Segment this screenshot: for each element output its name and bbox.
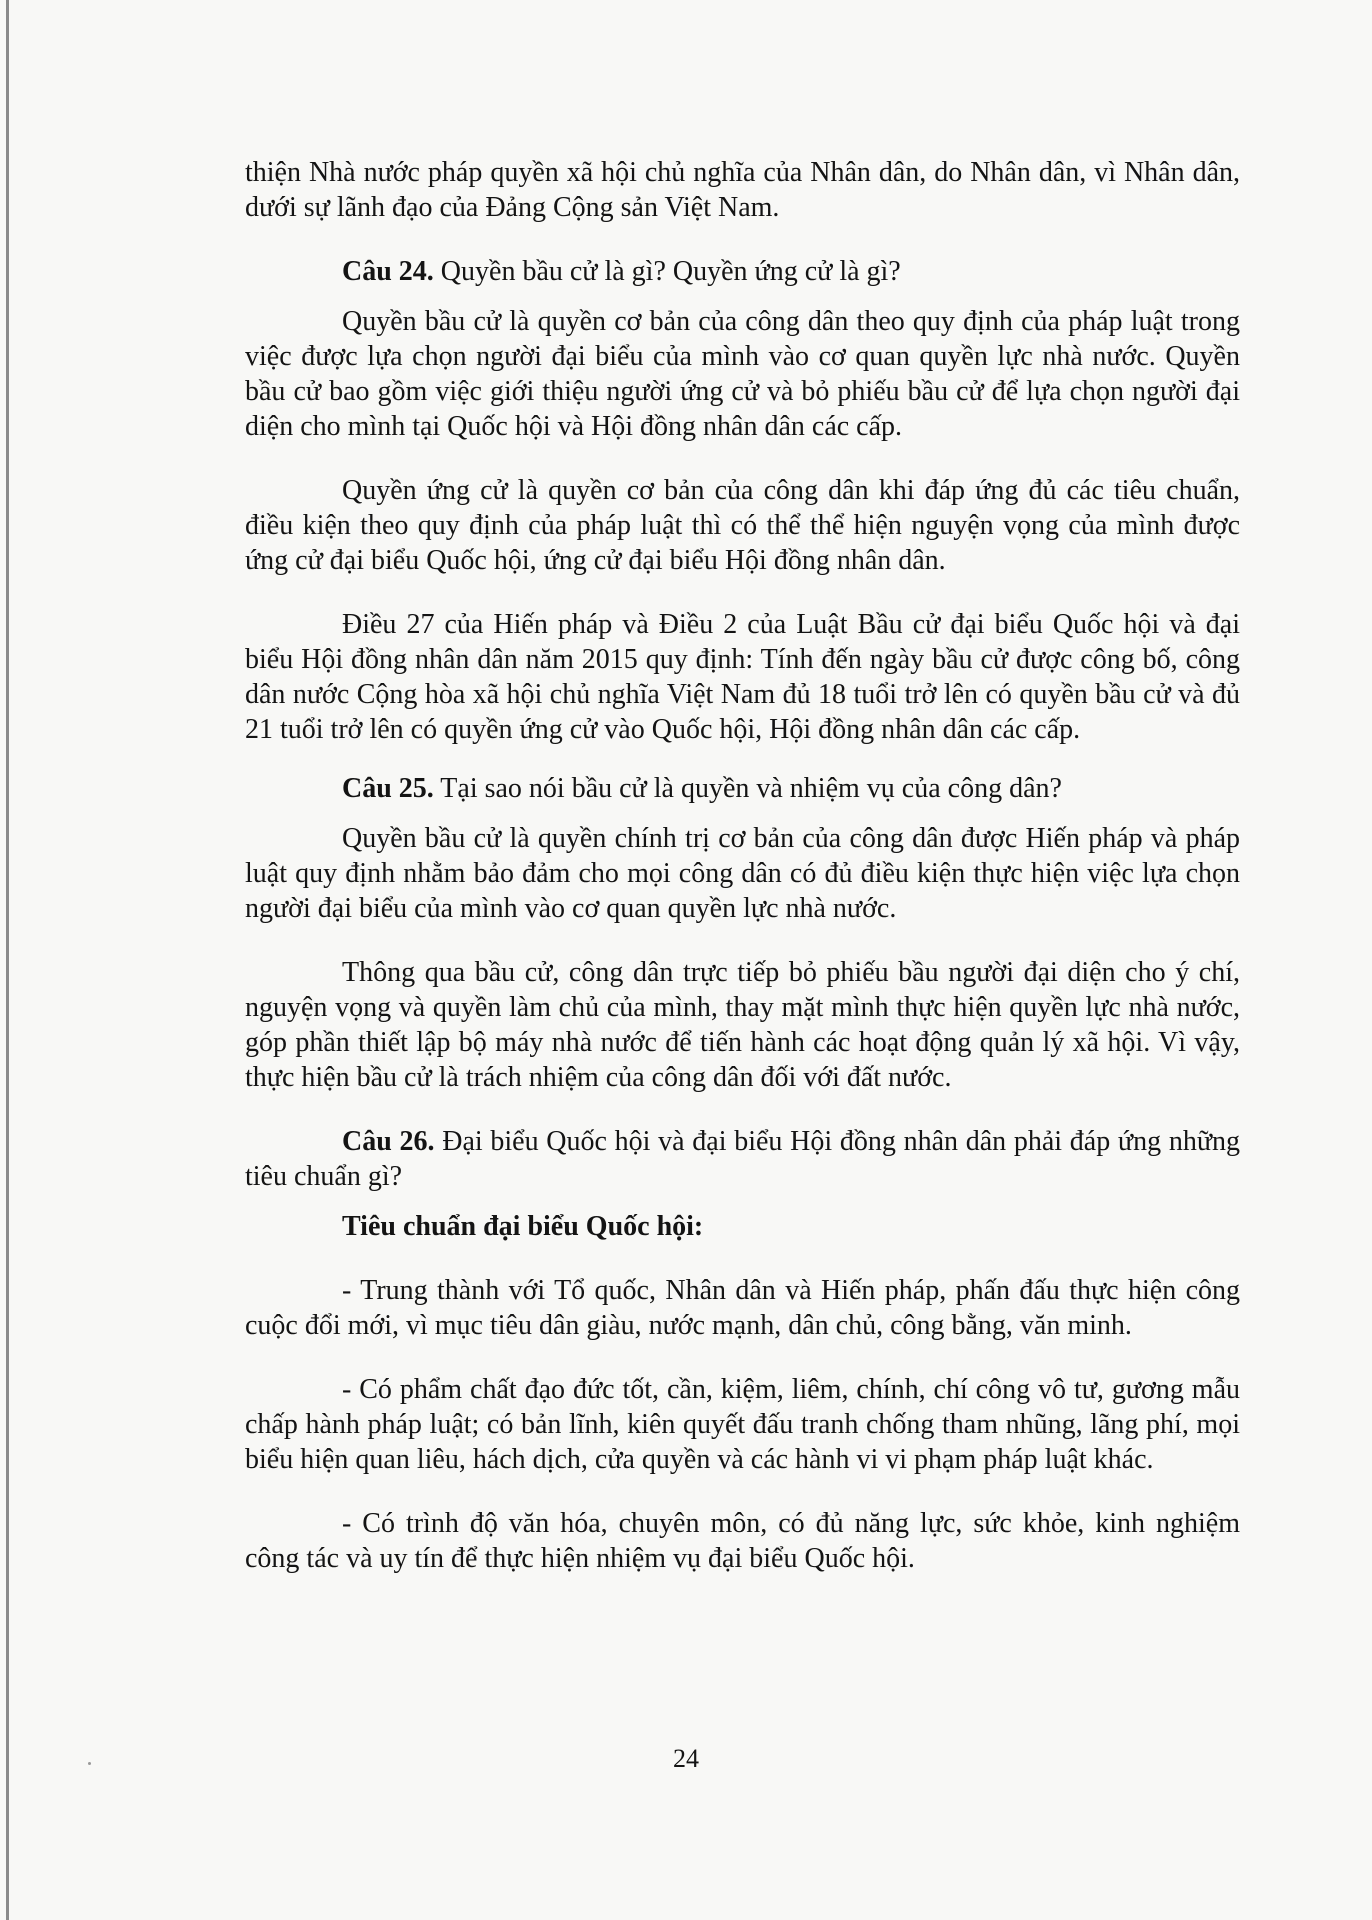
scan-edge-line xyxy=(6,0,9,1920)
question-25-text: Tại sao nói bầu cử là quyền và nhiệm vụ của công dân? xyxy=(433,773,1062,804)
question-25 xyxy=(245,771,1240,806)
question-24-paragraph-3: Điều 27 của Hiến pháp và Điều 2 của Luật Bầu cử đại biểu Quốc hội và đại biểu Hội đồng nhân dân năm 2015 quy định: Tính đến ngày bầu cử được công bố, công dân nước Cộng hòa xã hội chủ nghĩa Việt Nam đủ 18 tuổi trở lên có quyền bầu cử và đủ 21 tuổi trở lên có quyền ứng cử vào Quốc hội, Hội đồng nhân dân các cấp. xyxy=(245,609,1240,745)
question-24 xyxy=(245,254,1240,289)
question-24-paragraph-2: Quyền ứng cử là quyền cơ bản của công dân khi đáp ứng đủ các tiêu chuẩn, điều kiện theo quy định của pháp luật thì có thể thể hiện nguyện vọng của mình được ứng cử đại biểu Quốc hội, ứng cử đại biểu Hội đồng nhân dân. xyxy=(245,475,1240,576)
question-25-paragraph-1: Quyền bầu cử là quyền chính trị cơ bản của công dân được Hiến pháp và pháp luật quy định nhằm bảo đảm cho mọi công dân có đủ điều kiện thực hiện việc lựa chọn người đại biểu của mình vào cơ quan quyền lực nhà nước. xyxy=(245,823,1240,924)
question-24-text: Quyền bầu cử là gì? Quyền ứng cử là gì? xyxy=(433,256,901,287)
scan-speck xyxy=(88,1762,91,1765)
question-26-item-2: - Có phẩm chất đạo đức tốt, cần, kiệm, liêm, chính, chí công vô tư, gương mẫu chấp hành pháp luật; có bản lĩnh, kiên quyết đấu tranh chống tham nhũng, lãng phí, mọi biểu hiện quan liêu, hách dịch, cửa quyền và các hành vi vi phạm pháp luật khác. xyxy=(245,1374,1240,1475)
question-24-label: Câu 24. xyxy=(342,256,434,287)
question-24-paragraph-1: Quyền bầu cử là quyền cơ bản của công dân theo quy định của pháp luật trong việc được lựa chọn người đại biểu của mình vào cơ quan quyền lực nhà nước. Quyền bầu cử bao gồm việc giới thiệu người ứng cử và bỏ phiếu bầu cử để lựa chọn người đại diện cho mình tại Quốc hội và Hội đồng nhân dân các cấp. xyxy=(245,306,1240,442)
question-26-heading: Tiêu chuẩn đại biểu Quốc hội: xyxy=(342,1211,704,1242)
question-26 xyxy=(245,1124,1240,1194)
question-25-label: Câu 25. xyxy=(342,773,434,804)
question-26-label: Câu 26. xyxy=(342,1126,435,1157)
document-body xyxy=(245,155,1240,1576)
question-26-item-3: - Có trình độ văn hóa, chuyên môn, có đủ năng lực, sức khỏe, kinh nghiệm công tác và uy tín để thực hiện nhiệm vụ đại biểu Quốc hội. xyxy=(245,1508,1240,1574)
question-26-item-1: - Trung thành với Tổ quốc, Nhân dân và Hiến pháp, phấn đấu thực hiện công cuộc đổi mới, vì mục tiêu dân giàu, nước mạnh, dân chủ, công bằng, văn minh. xyxy=(245,1275,1240,1341)
page-number: 24 xyxy=(673,1744,699,1773)
question-26-text: Đại biểu Quốc hội và đại biểu Hội đồng nhân dân phải đáp ứng những tiêu chuẩn gì? xyxy=(245,1126,1240,1192)
paragraph-intro: thiện Nhà nước pháp quyền xã hội chủ nghĩa của Nhân dân, do Nhân dân, vì Nhân dân, dưới sự lãnh đạo của Đảng Cộng sản Việt Nam. xyxy=(245,157,1240,223)
question-25-paragraph-2: Thông qua bầu cử, công dân trực tiếp bỏ phiếu bầu người đại diện cho ý chí, nguyện vọng và quyền làm chủ của mình, thay mặt mình thực hiện quyền lực nhà nước, góp phần thiết lập bộ máy nhà nước để tiến hành các hoạt động quản lý xã hội. Vì vậy, thực hiện bầu cử là trách nhiệm của công dân đối với đất nước. xyxy=(245,957,1240,1093)
